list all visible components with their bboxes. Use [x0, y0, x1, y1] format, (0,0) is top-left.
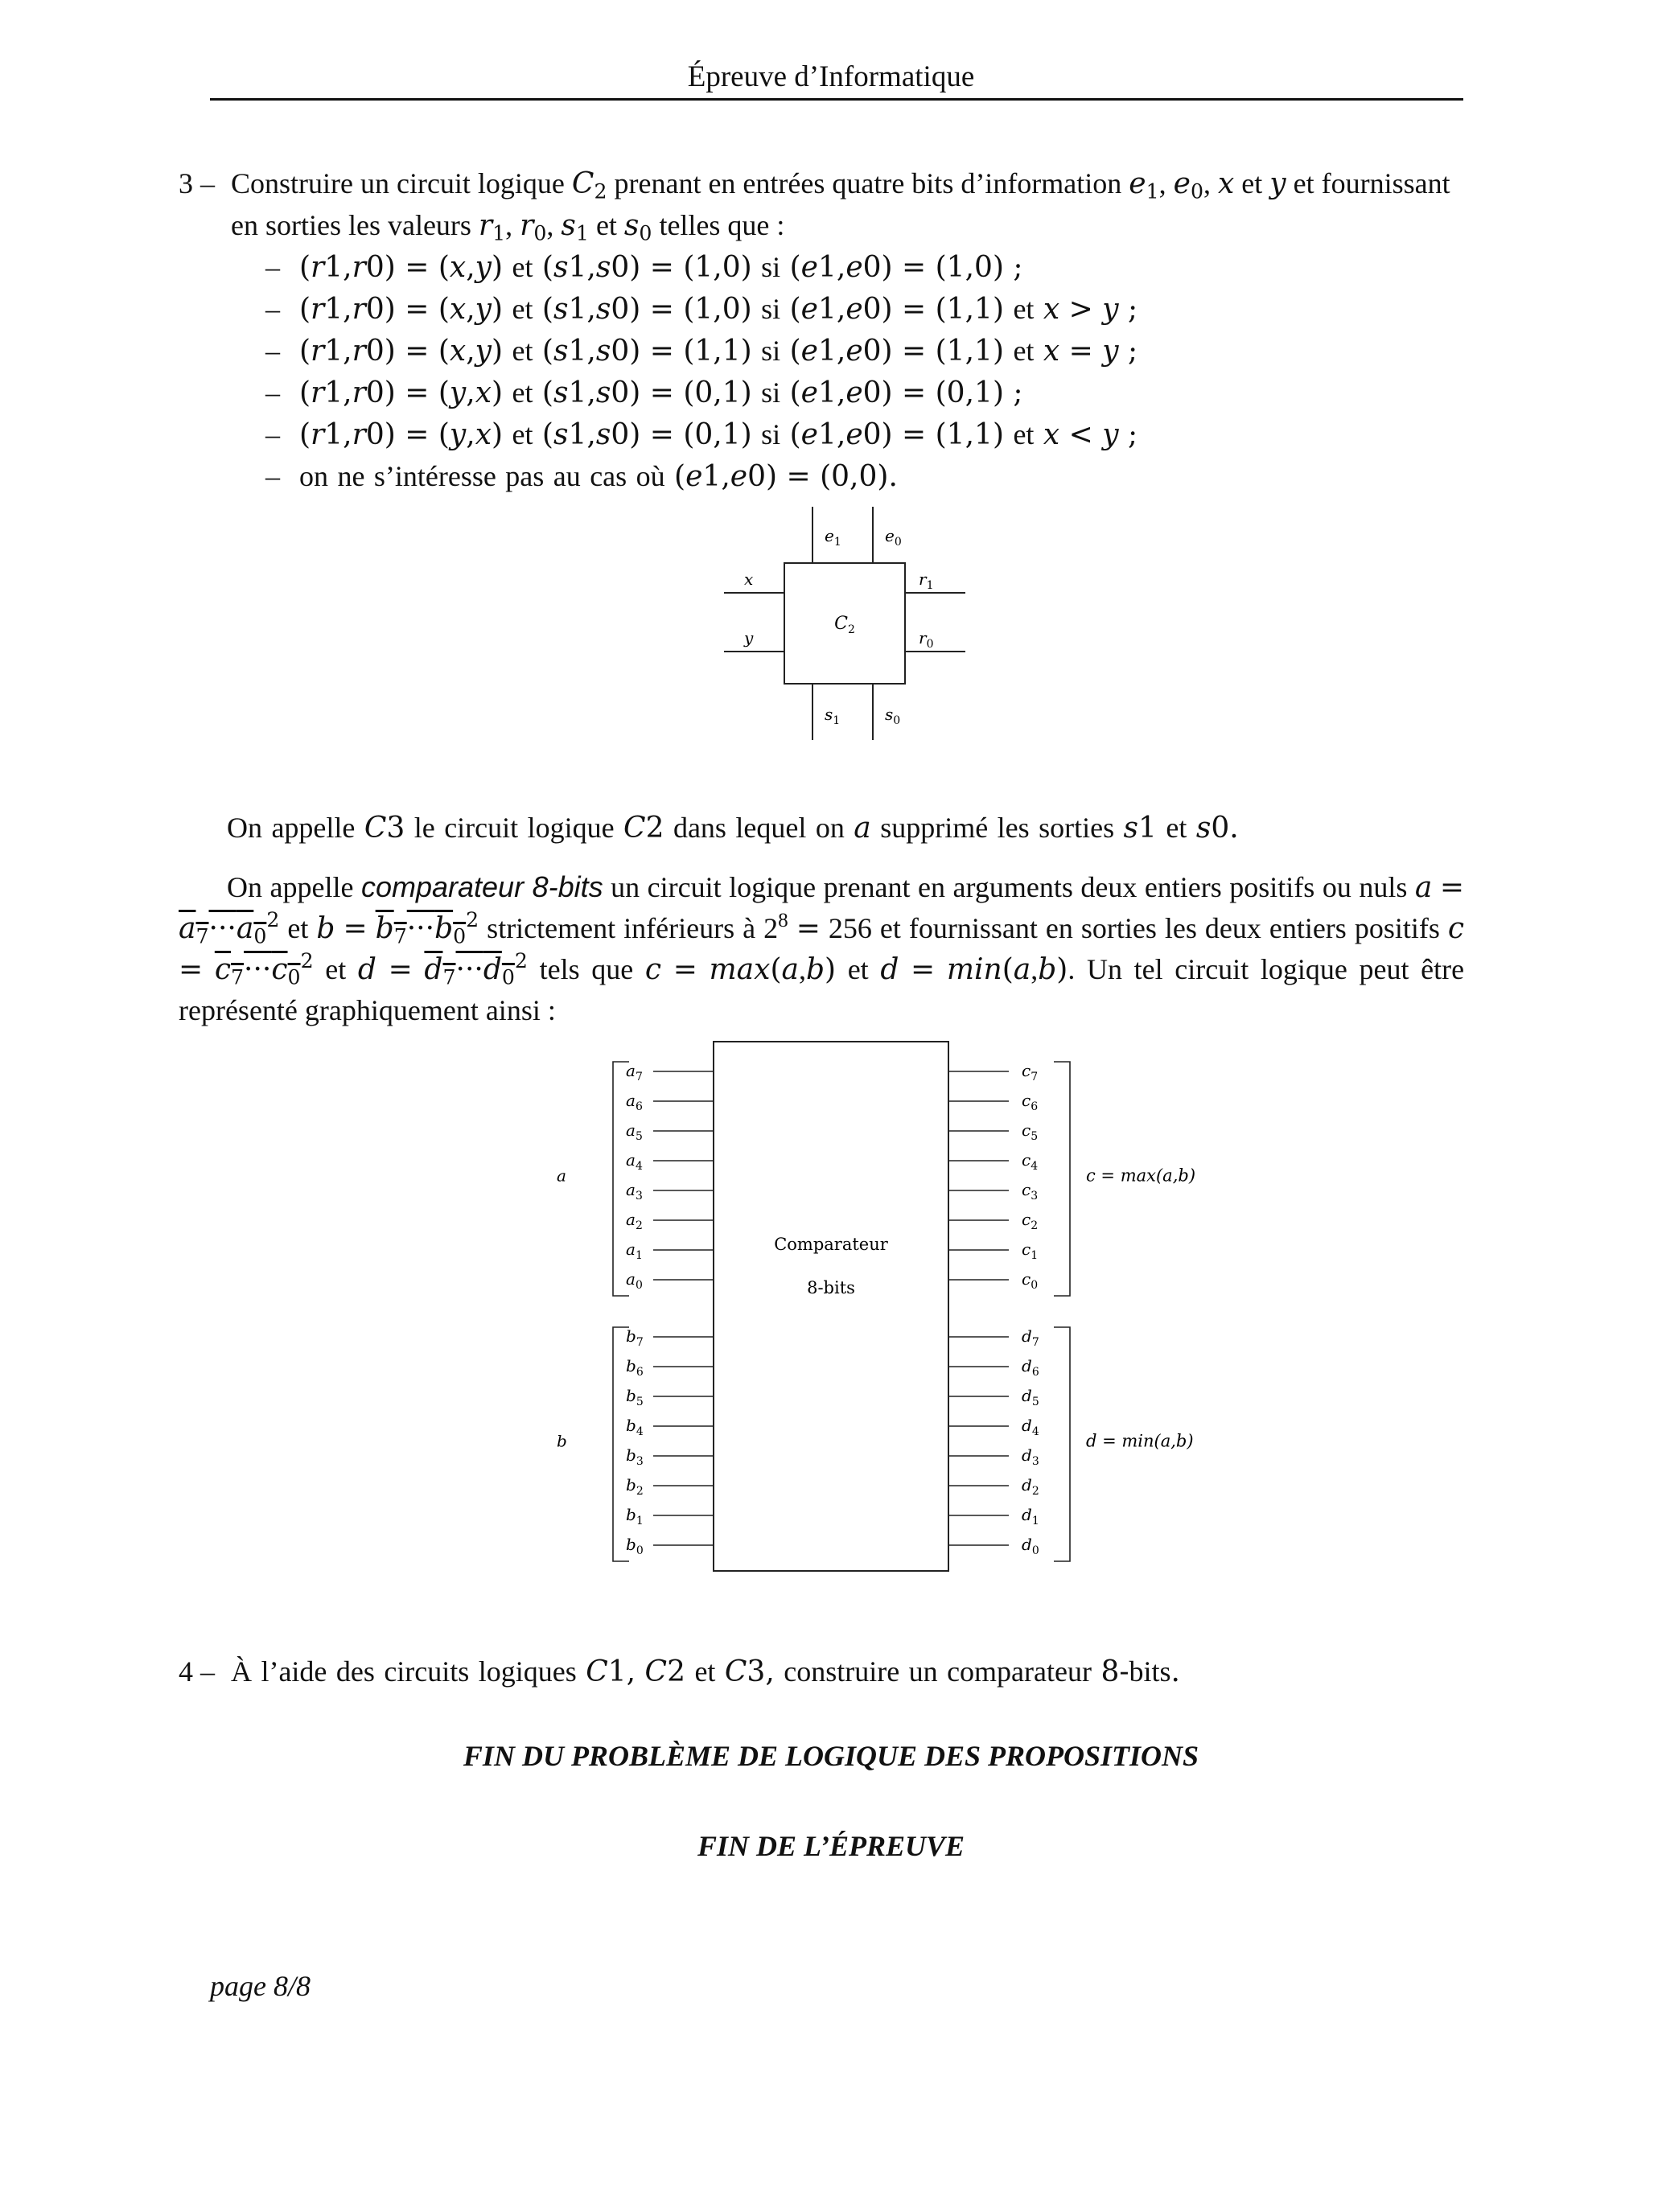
- output-d-label: $d_3$: [1022, 1445, 1039, 1468]
- output-c-label: $c_4$: [1022, 1150, 1039, 1173]
- question-3-line-2: en sorties les valeurs $r_1$, $r_0$, $s_1$ et $s_0$ telles que :: [231, 209, 785, 245]
- condition-item: – (r1,r0) = (y,x) et (s1,s0) = (0,1) si (e1,e0) = (0,1) ;: [265, 376, 1023, 409]
- label-s0: $s_0$: [885, 705, 901, 727]
- output-c-label: $c_7$: [1022, 1061, 1039, 1083]
- input-b-label: $b_4$: [626, 1416, 644, 1438]
- comparator-box: [714, 1042, 948, 1571]
- condition-item: – (r1,r0) = (x,y) et (s1,s0) = (1,0) si (e1,e0) = (1,1) et x > y ;: [265, 293, 1138, 326]
- end-of-problem: FIN DU PROBLÈME DE LOGIQUE DES PROPOSITIONS: [463, 1740, 1199, 1772]
- input-b-label: $b_7$: [626, 1326, 644, 1349]
- group-bracket: [1054, 1327, 1070, 1561]
- label-e1: $e_1$: [825, 526, 841, 549]
- output-d-label: $d_4$: [1022, 1416, 1039, 1438]
- output-c-label: $c_6$: [1022, 1091, 1039, 1113]
- question-3-number: 3 –: [179, 167, 215, 199]
- output-d-label: $d_2$: [1022, 1475, 1039, 1498]
- input-b-label: $b_1$: [626, 1505, 644, 1527]
- condition-item: – on ne s’intéresse pas au cas où (e1,e0) = (0,0).: [265, 460, 898, 493]
- label-y: y: [744, 628, 754, 648]
- output-c-label: $c_2$: [1022, 1210, 1039, 1232]
- paragraph-c3-definition: On appelle C3 le circuit logique C2 dans lequel on a supprimé les sorties s1 et s0.: [227, 812, 1239, 845]
- output-d-label: $d_6$: [1022, 1356, 1039, 1379]
- input-b-label: $b_2$: [626, 1475, 644, 1498]
- condition-item: – (r1,r0) = (x,y) et (s1,s0) = (1,0) si (e1,e0) = (1,0) ;: [265, 251, 1023, 284]
- comparator-box-label-1: Comparateur: [774, 1235, 888, 1254]
- group-b-label: b: [557, 1431, 567, 1451]
- group-bracket: [1054, 1062, 1070, 1296]
- page-header: Épreuve d’Informatique: [687, 60, 975, 93]
- input-b-label: $b_3$: [626, 1445, 644, 1468]
- label-e0: $e_0$: [885, 526, 902, 549]
- input-b-label: $b_0$: [626, 1535, 644, 1557]
- input-a-label: $a_2$: [626, 1210, 643, 1232]
- output-c-label: $c_3$: [1022, 1180, 1039, 1203]
- input-a-label: $a_7$: [626, 1061, 643, 1083]
- output-d-label: $d_0$: [1022, 1535, 1039, 1557]
- label-x: x: [744, 569, 754, 589]
- output-d-label: $d_1$: [1022, 1505, 1039, 1527]
- output-d-label: $d_5$: [1022, 1386, 1039, 1408]
- label-r0: $r_0$: [919, 628, 934, 651]
- output-c-label: $c_5$: [1022, 1120, 1039, 1143]
- page-number: page 8/8: [210, 1970, 311, 2002]
- output-c-label: $c_1$: [1022, 1240, 1039, 1262]
- header-rule: [210, 98, 1463, 101]
- question-4-number: 4 –: [179, 1655, 215, 1688]
- input-a-label: $a_4$: [626, 1150, 643, 1173]
- input-a-label: $a_5$: [626, 1120, 643, 1143]
- condition-item: – (r1,r0) = (y,x) et (s1,s0) = (0,1) si (e1,e0) = (1,1) et x < y ;: [265, 418, 1138, 451]
- output-c-label: $c_0$: [1022, 1269, 1039, 1292]
- input-b-label: $b_6$: [626, 1356, 644, 1379]
- input-b-label: $b_5$: [626, 1386, 644, 1408]
- condition-item: – (r1,r0) = (x,y) et (s1,s0) = (1,1) si (e1,e0) = (1,1) et x = y ;: [265, 335, 1138, 368]
- output-d-label: $d_7$: [1022, 1326, 1039, 1349]
- input-a-label: $a_3$: [626, 1180, 643, 1203]
- output-d-formula: d = min(a,b): [1086, 1431, 1194, 1451]
- label-s1: $s_1$: [825, 705, 841, 727]
- c2-circuit-diagram: [708, 503, 981, 744]
- output-c-formula: c = max(a,b): [1086, 1166, 1196, 1186]
- group-a-label: a: [557, 1166, 566, 1186]
- paragraph-comparator-definition: On appelle comparateur 8-bits un circuit logique prenant en arguments deux entiers positifs ou nuls $a = a_7\cdot\cdot\cdot a_0^2$ et $b = b_7\cdot\cdot\cdot b_0^2$ strictement inférieurs à $2^8 = 256$ et fournissant en sorties les deux entiers positifs $c = c_7\cdot\cdot\cdot c_0^2$ et $d = d_7\cdot\cdot\cdot d_0^2$ tels que c = max(a,b) et d = min(a,b). Un tel circuit logique peut être représenté graphiquement ainsi :: [179, 870, 1465, 1026]
- label-r1: $r_1$: [919, 569, 934, 592]
- input-a-label: $a_6$: [626, 1091, 643, 1113]
- end-of-exam: FIN DE L’ÉPREUVE: [697, 1830, 965, 1862]
- comparator-8bits-diagram: [539, 1038, 1231, 1585]
- comparator-box-label-2: 8-bits: [807, 1278, 855, 1297]
- question-3-line-1: Construire un circuit logique $C_2$ prenant en entrées quatre bits d’information $e_1$, $e_0$, x et y et fournissant: [231, 167, 1450, 204]
- question-4-text: À l’aide des circuits logiques C1, C2 et C3, construire un comparateur 8-bits.: [231, 1655, 1180, 1688]
- input-a-label: $a_1$: [626, 1240, 643, 1262]
- c2-box-label: $C_2$: [834, 614, 855, 636]
- input-a-label: $a_0$: [626, 1269, 643, 1292]
- comparator-wires: [557, 1061, 1195, 1561]
